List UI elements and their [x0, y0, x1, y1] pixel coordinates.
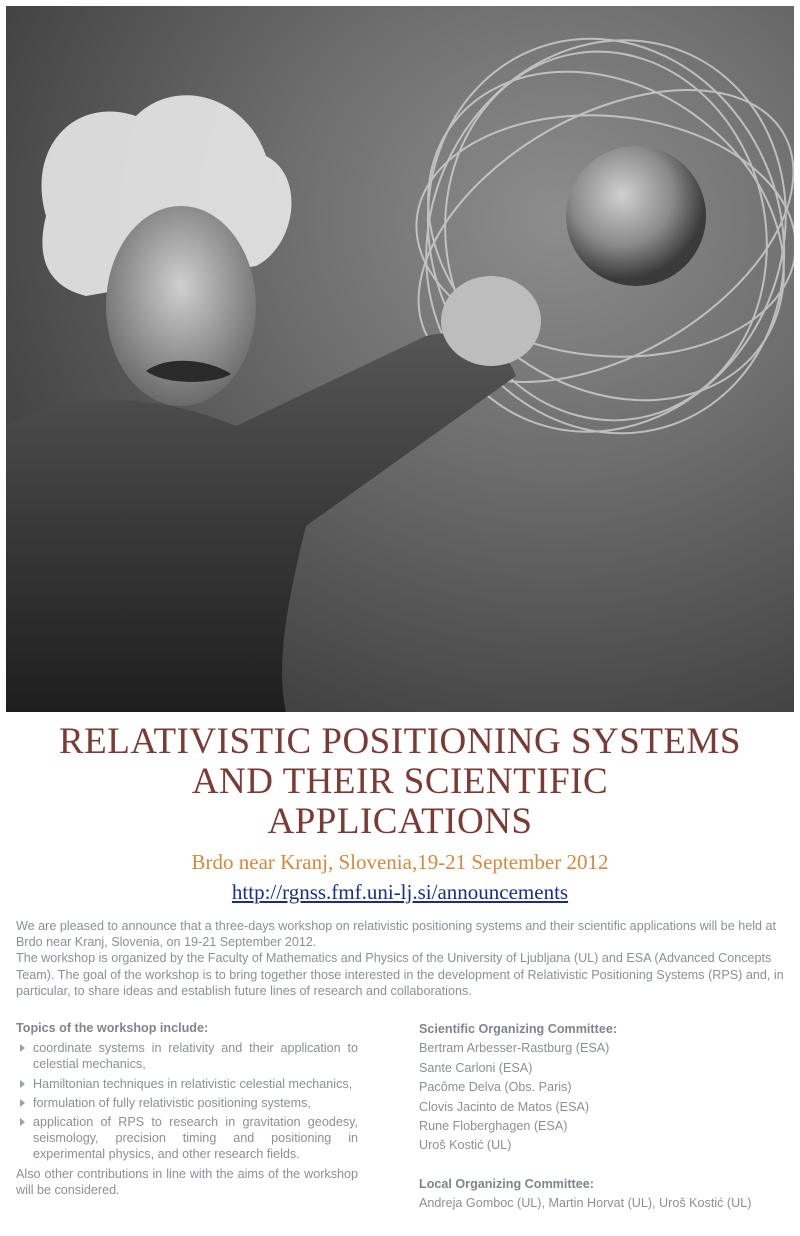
location-date: Brdo near Kranj, Slovenia,19-21 September 2012 — [191, 850, 609, 874]
intro-paragraph-1: We are pleased to announce that a three-days workshop on relativistic positioning systems and their scientific applications will be held at Brdo near Kranj, Slovenia, on 19-21 September 2012. — [16, 919, 777, 950]
list-item — [16, 1076, 358, 1092]
soc-member: Pacôme Delva (Obs. Paris) — [419, 1080, 572, 1095]
title-line-1: RELATIVISTIC POSITIONING SYSTEMS — [58, 721, 742, 762]
title-line-2: AND THEIR SCIENTIFIC — [191, 761, 609, 802]
topic-text: application of RPS to research in gravitation geodesy, seismology, precision timing and positioning in experimental physics, and other research fields. — [33, 1115, 358, 1162]
topics-section — [16, 1020, 358, 1198]
hand-shape — [441, 276, 541, 366]
bullet-arrow-icon — [20, 1044, 25, 1052]
bullet-arrow-icon — [20, 1118, 25, 1126]
earth-globe — [566, 146, 706, 286]
topic-text: coordinate systems in relativity and their application to celestial mechanics, — [33, 1041, 358, 1072]
announcement-link[interactable]: http://rgnss.fmf.uni-lj.si/announcements — [231, 880, 569, 904]
title-line-3: APPLICATIONS — [267, 801, 533, 842]
list-item — [16, 1040, 358, 1072]
soc-heading: Scientific Organizing Committee: — [419, 1022, 618, 1036]
topics-heading: Topics of the workshop include: — [16, 1021, 209, 1035]
soc-member: Uroš Kostić (UL) — [419, 1138, 512, 1153]
topics-list — [16, 1040, 358, 1162]
topics-closing: Also other contributions in line with the aims of the workshop will be considered. — [16, 1166, 358, 1197]
bullet-arrow-icon — [20, 1080, 25, 1088]
bullet-arrow-icon — [20, 1099, 25, 1107]
topic-text: formulation of fully relativistic positioning systems, — [33, 1095, 311, 1110]
intro-section — [16, 918, 786, 999]
blackboard-orbit-illustration — [6, 6, 794, 712]
soc-member: Bertram Arbesser-Rastburg (ESA) — [419, 1041, 610, 1056]
soc-member: Rune Floberghagen (ESA) — [419, 1119, 568, 1134]
header-photo — [6, 6, 794, 712]
soc-member: Sante Carloni (ESA) — [419, 1060, 533, 1075]
list-item — [16, 1095, 358, 1111]
url-line — [0, 880, 800, 905]
list-item — [16, 1114, 358, 1163]
intro-paragraph-2: The workshop is organized by the Faculty of Mathematics and Physics of the University of Ljubljana (UL) and ESA (Advanced Concepts Team). The goal of the workshop is to bring together those interested in the development of Relativistic Positioning Systems (RPS) and, in particular, to share ideas and establish future lines of research and collaborations. — [16, 951, 784, 998]
loc-members: Andreja Gomboc (UL), Martin Horvat (UL), Uroš Kostić (UL) — [419, 1196, 752, 1211]
committees-section — [419, 1020, 789, 1214]
loc-heading: Local Organizing Committee: — [419, 1176, 594, 1191]
page-title — [0, 722, 800, 842]
coat-shape — [6, 333, 516, 712]
soc-member: Clovis Jacinto de Matos (ESA) — [419, 1099, 590, 1114]
topic-text: Hamiltonian techniques in relativistic celestial mechanics, — [33, 1076, 353, 1091]
